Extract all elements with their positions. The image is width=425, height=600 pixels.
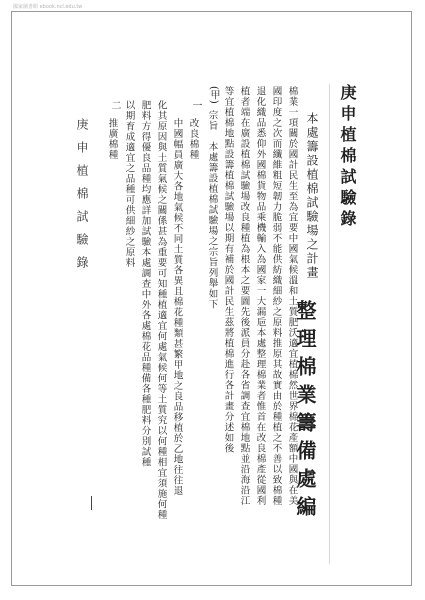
title-divider <box>329 84 330 564</box>
body-line: 以期育成適宜之品種可供細紗之原料 <box>123 100 135 268</box>
body-line: 肥料方得優良品種均應詳加試驗本處調查中外各處棉花品種備各種肥料分別試種 <box>139 100 151 468</box>
document-title: 庚申植棉試驗錄 <box>338 84 357 231</box>
body-line: 國印度之次而纖維粗短韌力脆弱不能供紡織細紗之原料推原其故實由於種植之不善以致棉種 <box>270 86 282 506</box>
body-line: 退化織品悉仰外國棉貨物品乘機輸入為國家一大漏巵本處整理棉業者惟首在改良棉產從國利 <box>254 86 266 506</box>
section-marker: (甲) <box>208 86 219 104</box>
watermark: 國家圖書館 ebook.ncl.edu.tw <box>13 4 83 10</box>
body-line: 等宜植棉地點設籌植棉試驗場以期有補於國計民生茲將植棉進行各計畫分述如後 <box>222 86 234 454</box>
section-heading: 本處籌設植棉試驗場之計畫 <box>305 112 319 280</box>
margin-title: 庚申植棉試驗錄 <box>75 118 89 279</box>
body-line: 改良棉種 <box>187 118 199 160</box>
body-line: 中國幅員廣大各地氣候不同土質各異且棉花種類甚繁甲地之良品移植於乙地往往退 <box>171 118 183 496</box>
body-line: 推廣棉種 <box>106 118 118 160</box>
item-marker: 二 <box>109 100 120 110</box>
body-line: 宗旨 本處籌設植棉試驗場之宗旨列舉如下 <box>206 110 218 310</box>
body-line: 棉業一項關於國計民生至為宜要中國氣候溫和土質肥沃適宜植棉然世界棉花產額中國與在美 <box>286 86 298 506</box>
body-line: 植者端在廣設植棉試驗場改良種植為根本之要圖先後派員分赴各省調查宜棉地點並沿海沿江 <box>238 86 250 506</box>
page-mark <box>91 496 92 510</box>
item-marker: 一 <box>190 100 201 110</box>
body-line: 化其原因與土質氣候之關係甚為重要可知種植適宜何處氣候何等土質究以何種相宜須施何種 <box>155 100 167 520</box>
organization-name: 整理棉業籌備處編 <box>293 300 317 524</box>
